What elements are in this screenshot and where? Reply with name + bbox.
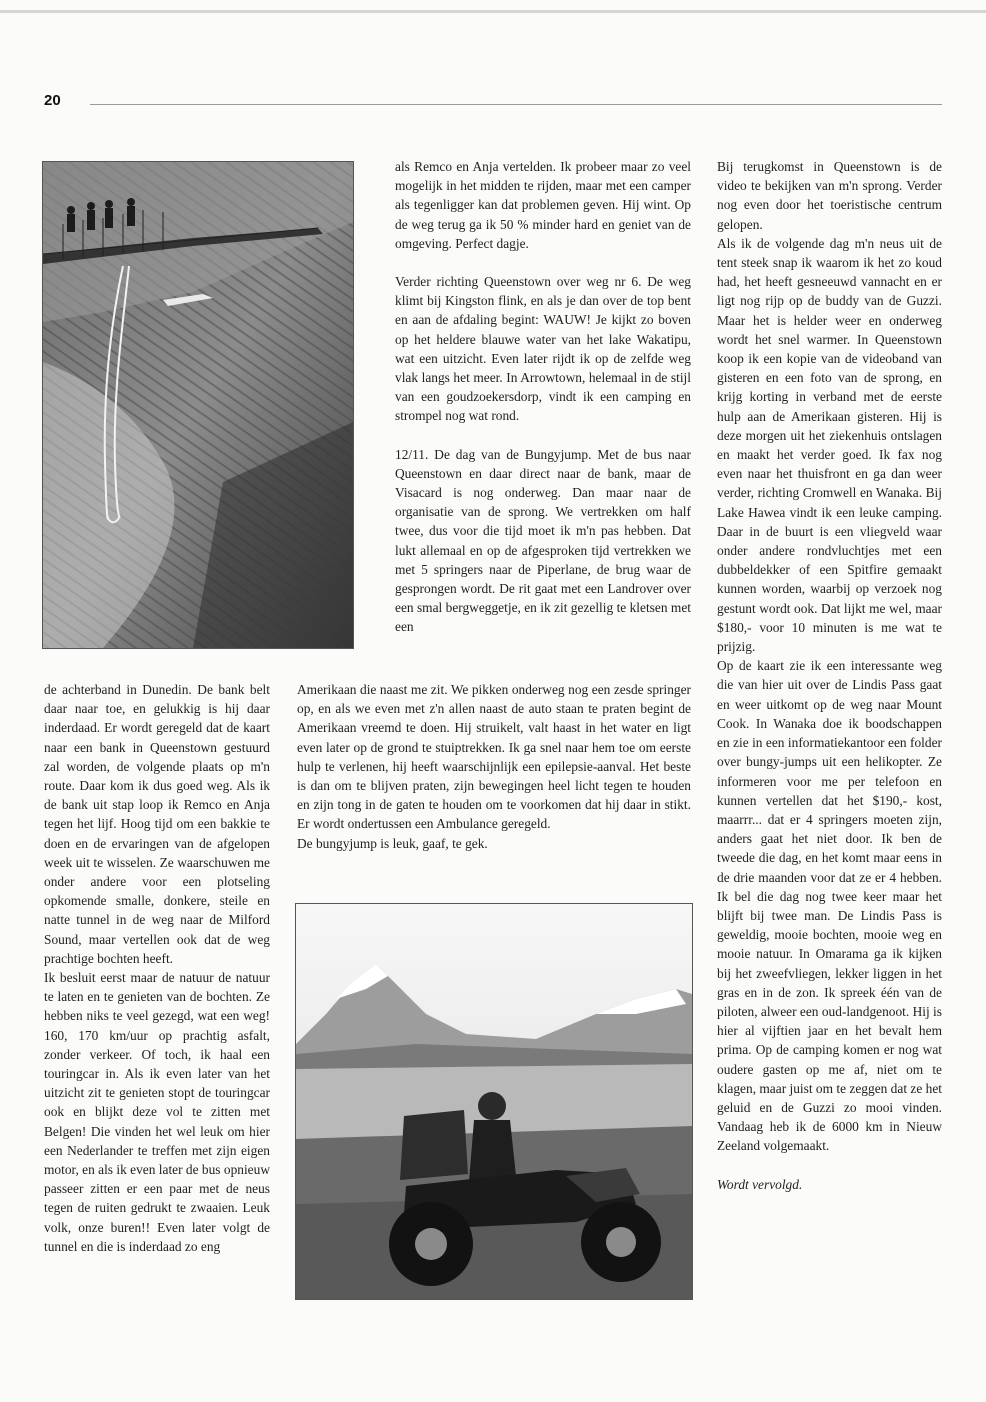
page-number: 20	[44, 92, 61, 109]
article-paragraph: Bij terugkomst in Queenstown is de video te bekijken van m'n sprong. Verder nog even door het toeristische centrum gelopen.	[717, 159, 942, 232]
header-rule	[90, 104, 942, 105]
article-column-left	[44, 680, 270, 1256]
article-paragraph: Als ik de volgende dag m'n neus uit de tent steek snap ik waarom ik het zo koud had, het heeft gesneeuwd vannacht en er ligt nog rijp op de buddy van de Guzzi. Maar het is helder weer en onderweg wordt het snel warmer. In Queenstown koop ik een kopie van de videoband van gisteren en een foto van de sprong, en krijg korting in verband met de eerste hulp aan de Amerikaan gisteren. Hij is deze morgen uit het ziekenhuis ontslagen en maakt het verder goed. Ik fax nog even naar het thuisfront en ga dan weer verder, richting Cromwell en Wanaka. Bij Lake Hawea vindt ik een leuke camping. Daar in de buurt is een vliegveld waar onder andere rondvluchtjes met een dubbeldekker of een Spitfire gemaakt kunnen worden, waarbij op verzoek nog gestunt wordt ook. Dat lijkt me wel, maar $180,- voor 10 minuten is me wat te prijzig.	[717, 235, 942, 655]
article-paragraph: 12/11. De dag van de Bungyjump. Met de bus naar Queenstown en daar direct naar de bank, maar de Visacard is nog onderweg. Dan maar naar de organisatie van de sprong. We vertrekken om half twee, dus voor die tijd moet ik m'n pas hebben. Dat lukt allemaal en op de afgesproken tijd vertrekken we met 5 springers naar de Piperlane, de brug waar de gesprongen wordt. De rit gaat met een Landrover over een smal bergweggetje, en ik zit gezellig te kletsen met een	[395, 446, 691, 635]
motorcycle-mountain-illustration	[296, 904, 692, 1299]
bungy-jump-photo	[42, 161, 354, 649]
article-paragraph: Ik besluit eerst maar de natuur de natuur te laten en te genieten van de bochten. Ze hebben niks te veel gezegd, wat een weg! 160, 170 km/uur op prachtig asfalt, zonder verkeer. Of toch, ik haal een touringcar in. Als ik even later van het uitzicht zit te genieten stopt de touringcar ook en blijkt deze vol te zitten met Belgen! Die vinden het wel leuk om hier een Nederlander te treffen met zijn eigen motor, en als ik even later de bus opnieuw passeer zitten er een paar met de neus tegen de ruiten gedrukt te zwaaien. Leuk volk, onze buren!! Even later volgt de tunnel en die is inderdaad zo eng	[44, 970, 270, 1254]
article-paragraph: als Remco en Anja vertelden. Ik probeer maar zo veel mogelijk in het midden te rijden, maar met een camper als tegenligger kan dat problemen geven. Hij wint. Op de weg terug ga ik 50 % minder hard en geniet van de omgeving. Perfect dagje.	[395, 159, 691, 251]
article-column-middle-top	[395, 157, 691, 637]
article-paragraph: Op de kaart zie ik een interessante weg die van hier uit over de Lindis Pass gaat en weer uitkomt op de weg naar Mount Cook. In Wanaka doe ik boodschappen en zie in een informatiekantoor een folder over bungy-jumps uit een helikopter. Ze informeren voor me per telefoon en kunnen vertellen dat het $190,- kost, maarrr... dat er 4 springers moeten zijn, anders gaat het niet door. Ik ben de tweede die dag, en het komt maar eens in de drie maanden voor dat ze er 4 hebben. Ik bel die dag nog twee keer maar het blijft bij twee man. De Lindis Pass is geweldig, mooie bochten, mooie weg en mooie natuur. In Omarama ga ik kijken bij het zweefvliegen, lekker liggen in het gras en in de zon. Ik spreek één van de piloten, alweer een oud-landgenoot. Hij is hier al vijftien jaar en het bevalt hem prima. Op de camping komen er nog wat oudere gasten op me af, niet om te klagen, maar juist om te zeggen dat ze het geluid en de Guzzi zo mooi vinden. Vandaag heb ik de 6000 km in Nieuw Zeeland volgemaakt.	[717, 658, 942, 1154]
scan-top-edge	[0, 10, 986, 13]
article-column-right	[717, 157, 942, 1194]
bungy-jump-illustration	[43, 162, 353, 648]
to-be-continued: Wordt vervolgd.	[717, 1176, 803, 1192]
motorcycle-photo	[295, 903, 693, 1300]
article-paragraph: De bungyjump is leuk, gaaf, te gek.	[297, 835, 488, 851]
article-column-middle-bottom	[297, 680, 691, 853]
article-paragraph: Verder richting Queenstown over weg nr 6. De weg klimt bij Kingston flink, en als je dan over de top bent en aan de afdaling begint: WAUW! Je kijkt zo boven op het heldere blauwe water van het lake Wakatipu, wat een uitzicht. Even later rijdt ik op de zelfde weg vlak langs het meer. In Arrowtown, helemaal in de stijl van een goudzoekersdorp, vindt ik een camping en strompel nog wat rond.	[395, 274, 691, 424]
article-paragraph: de achterband in Dunedin. De bank belt daar naar toe, en gelukkig is hij daar inderdaad. Er wordt geregeld dat de kaart naar een bank in Queenstown gestuurd zal worden, de volgende plaats op m'n route. Daar kom ik dus goed weg. Als ik de bank uit stap loop ik Remco en Anja tegen het lijf. Hoog tijd om een bakkie te doen en de ervaringen van de afgelopen week uit te wisselen. Ze waarschuwen me onder andere voor een plotseling opkomende smalle, donkere, steile en natte tunnel in de weg naar de Milford Sound, maar vertellen ook dat de weg prachtige bochten heeft.	[44, 682, 270, 966]
article-paragraph: Amerikaan die naast me zit. We pikken onderweg nog een zesde springer op, en als we even met z'n allen naast de auto staan te praten begint de Amerikaan vreemd te doen. Hij struikelt, valt haast in het water en ligt even later op de grond te stuiptrekken. Ik ga snel naar hem toe om eerste hulp te verlenen, hij heeft waarschijnlijk een epilepsie-aanval. Het beste is dan om te blijven praten, zijn bewegingen heel licht tegen te houden en zijn tong in de gaten te houden om te voorkomen dat hij daar in stikt. Er wordt ondertussen een Ambulance geregeld.	[297, 682, 691, 832]
